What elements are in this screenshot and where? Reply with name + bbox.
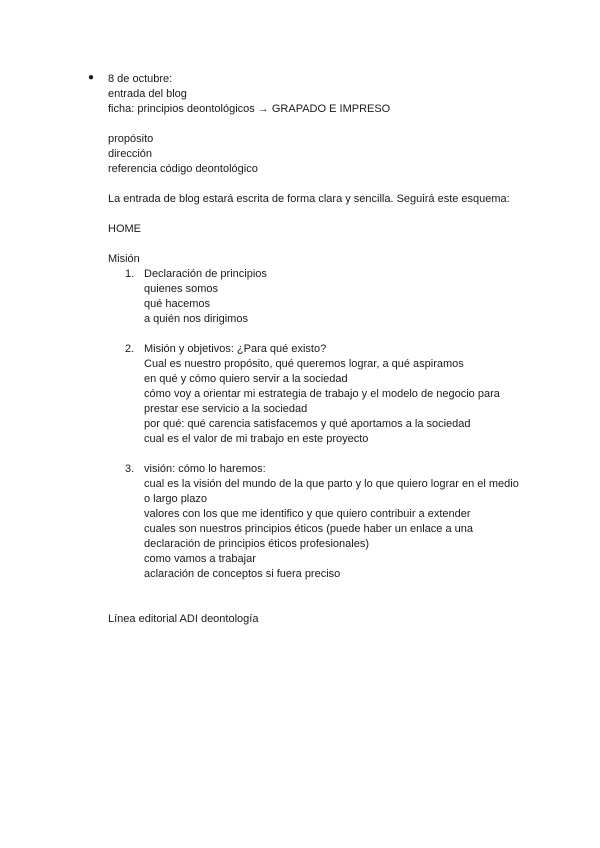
- list-line: cual es la visión del mundo de la que parto y lo que quiero lograr en el medio: [144, 478, 519, 490]
- keyword-direction: dirección: [108, 148, 153, 160]
- content-column: [108, 72, 568, 627]
- mision-heading: Misión: [108, 253, 140, 265]
- list-title: Declaración de principios: [144, 268, 267, 280]
- list-number: 1.: [125, 268, 135, 280]
- list-line: qué hacemos: [144, 298, 211, 310]
- list-line: en qué y cómo quiero servir a la sociedad: [144, 373, 348, 385]
- list-line: valores con los que me identifico y que quiero contribuir a extender: [144, 508, 471, 520]
- intro-text: La entrada de blog estará escrita de forma clara y sencilla. Seguirá este esquema:: [108, 193, 510, 205]
- list-line: cuales son nuestros principios éticos (puede haber un enlace a una: [144, 523, 473, 535]
- line-blog: entrada del blog: [108, 88, 187, 100]
- list-line: aclaración de conceptos si fuera preciso: [144, 568, 341, 580]
- list-line: o largo plazo: [144, 493, 207, 505]
- list-title: Misión y objetivos: ¿Para qué existo?: [144, 343, 327, 355]
- list-line: por qué: qué carencia satisfacemos y qué aportamos a la sociedad: [144, 418, 471, 430]
- list-item-2: [108, 342, 568, 447]
- keyword-purpose: propósito: [108, 133, 154, 145]
- list-line: como vamos a trabajar: [144, 553, 256, 565]
- line-ficha: ficha: principios deontológicos → GRAPADO E IMPRESO: [108, 103, 391, 115]
- home-heading: HOME: [108, 223, 141, 235]
- list-title: visión: cómo lo haremos:: [144, 463, 266, 475]
- list-line: a quién nos dirigimos: [144, 313, 248, 325]
- footer-line: Línea editorial ADI deontología: [108, 613, 259, 625]
- list-line: prestar ese servicio a la sociedad: [144, 403, 308, 415]
- keyword-code: referencia código deontológico: [108, 163, 258, 175]
- bullet-dot: ●: [88, 72, 95, 83]
- list-line: Cual es nuestro propósito, qué queremos lograr, a qué aspiramos: [144, 358, 464, 370]
- list-line: declaración de principios éticos profesionales): [144, 538, 370, 550]
- list-line: cual es el valor de mi trabajo en este proyecto: [144, 433, 369, 445]
- date-header: 8 de octubre:: [108, 73, 173, 85]
- list-line: cómo voy a orientar mi estrategia de trabajo y el modelo de negocio para: [144, 388, 500, 400]
- list-item-1: [108, 267, 568, 327]
- list-item-3: [108, 462, 568, 582]
- list-number: 2.: [125, 343, 135, 355]
- list-number: 3.: [125, 463, 135, 475]
- list-line: quienes somos: [144, 283, 218, 295]
